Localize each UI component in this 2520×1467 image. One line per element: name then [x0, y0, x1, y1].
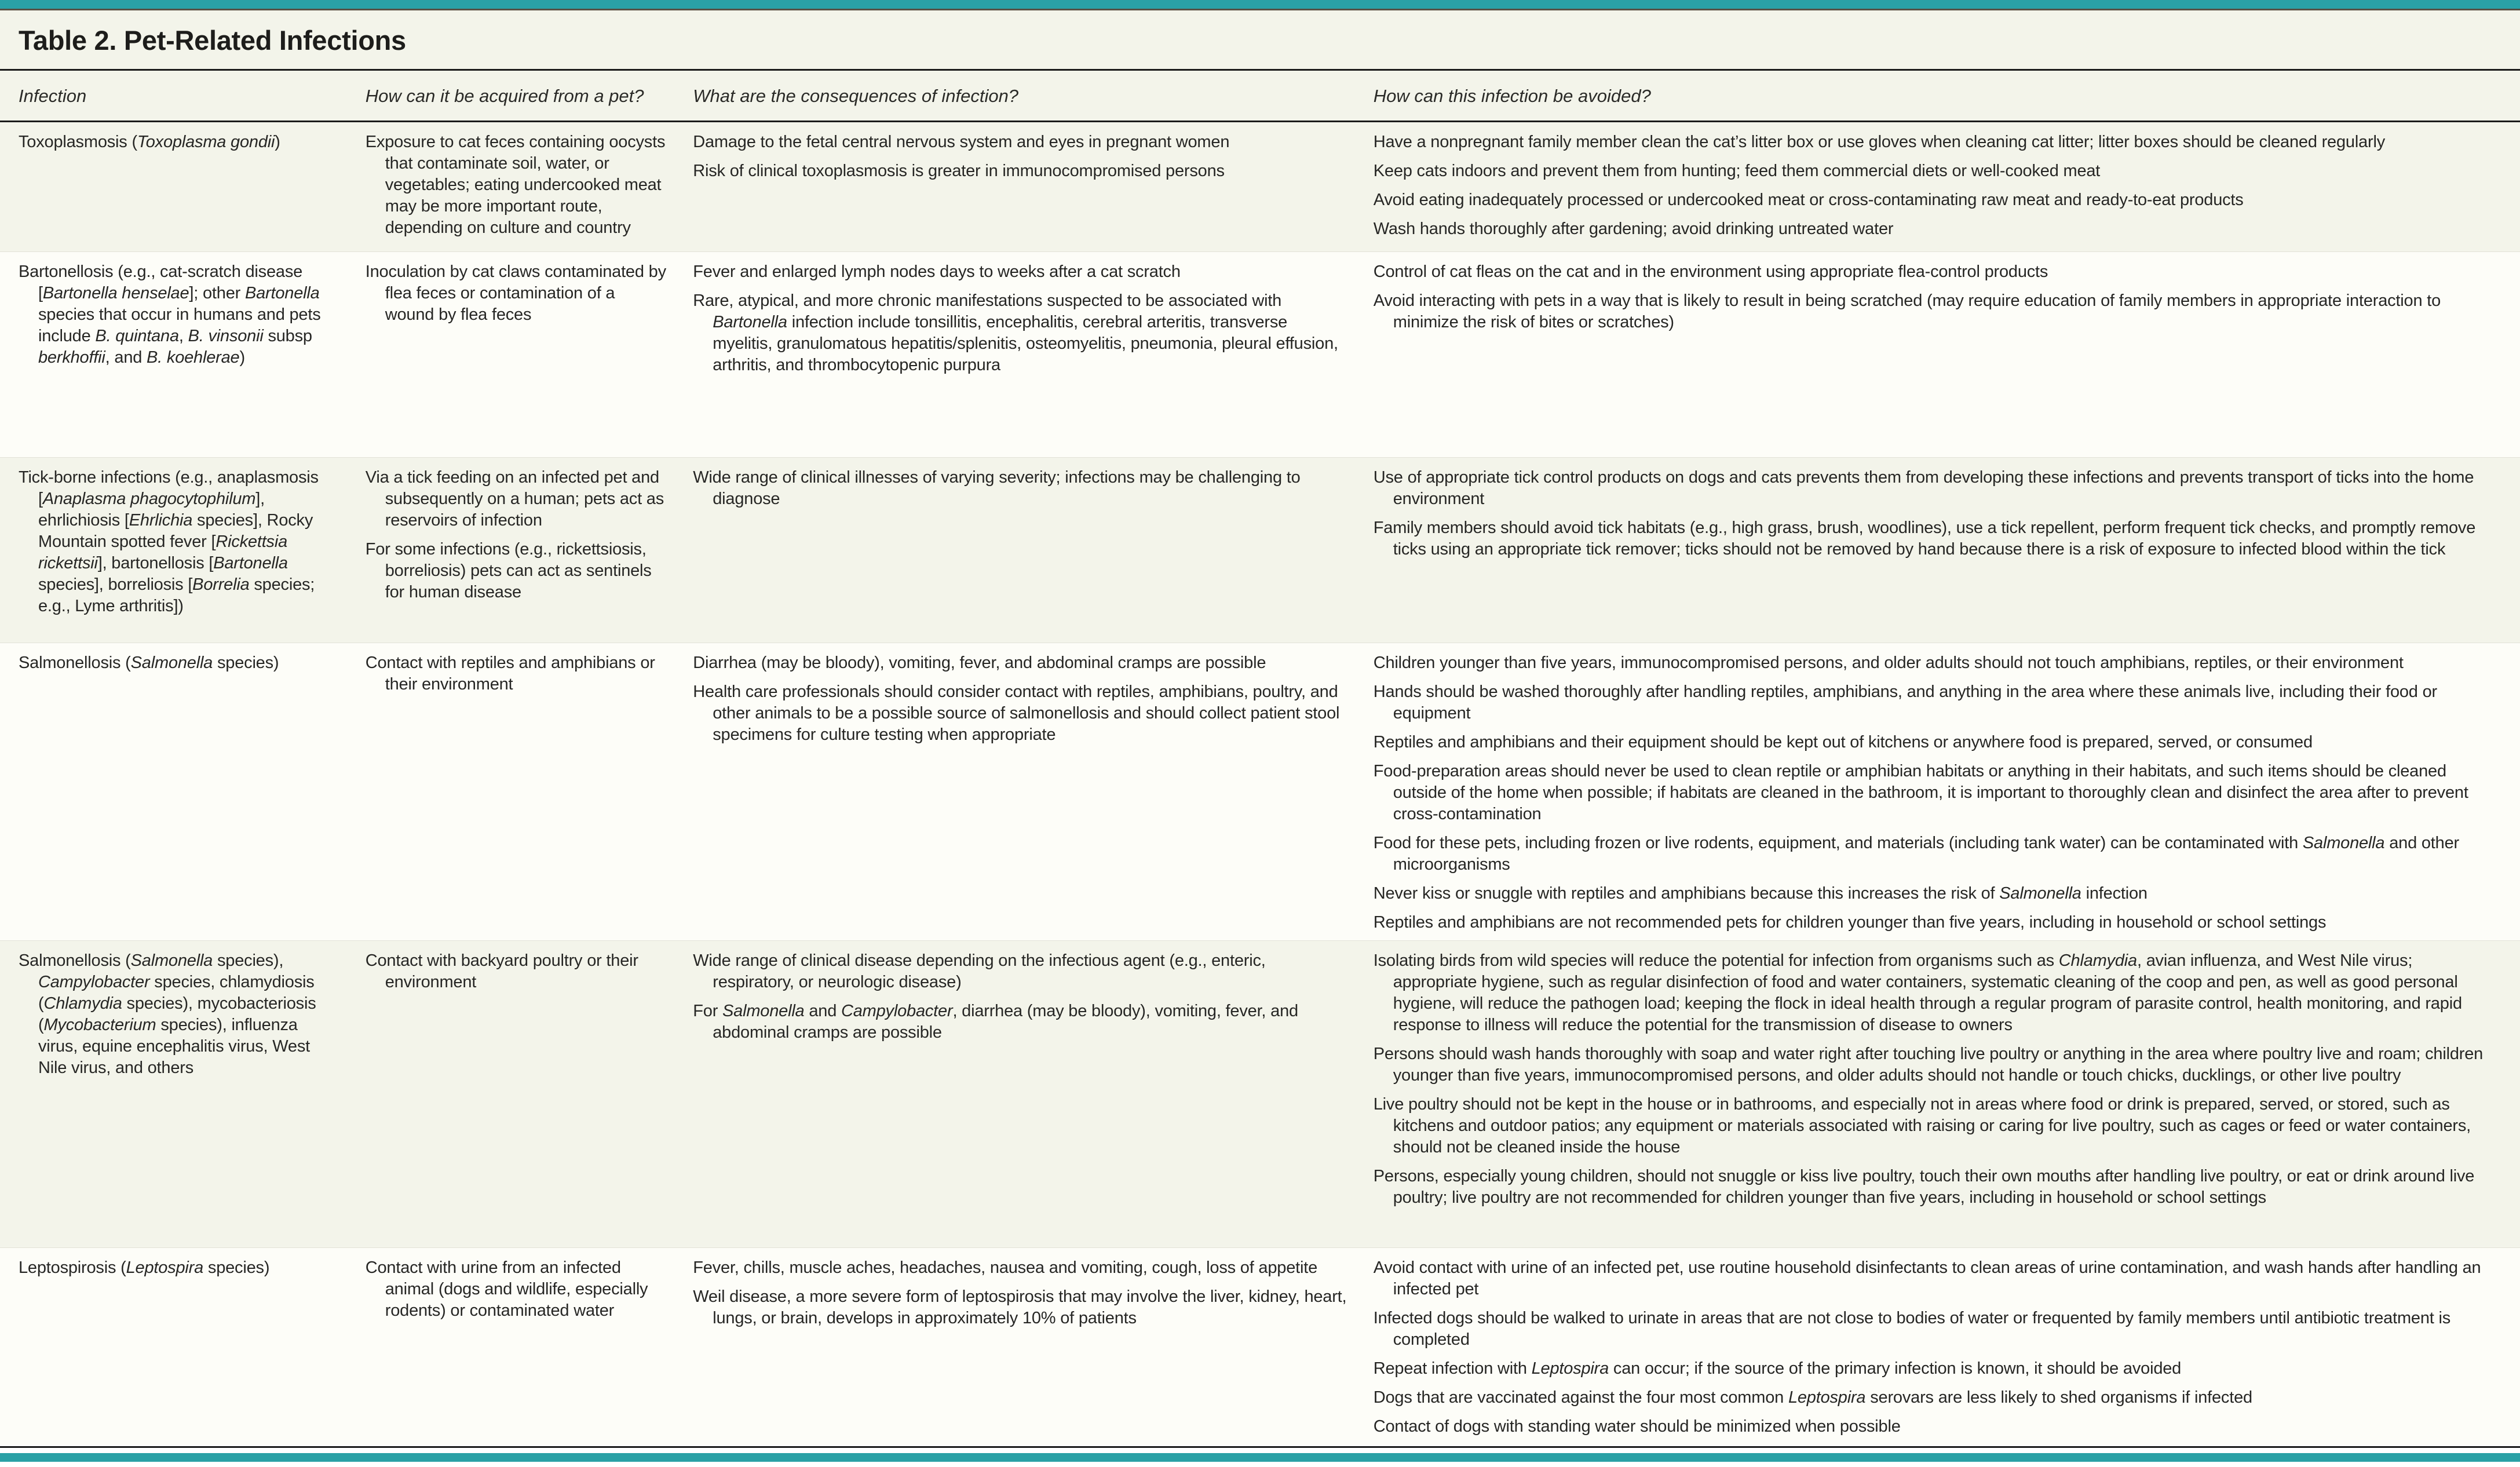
cell-infection: [0, 941, 366, 1248]
cell-paragraph: Avoid interacting with pets in a way that is likely to result in being scratched (may require education of family members in appropriate interaction to minimize the risk of bites or scratches): [1373, 291, 2441, 331]
cell-paragraph: Keep cats indoors and prevent them from hunting; feed them commercial diets or well-cooked meat: [1373, 162, 2101, 180]
cell-consequences: [693, 252, 1374, 458]
cell-infection: [0, 643, 366, 941]
cell-paragraph: Exposure to cat feces containing oocysts that contaminate soil, water, or vegetables; eating undercooked meat may be more important route, depending on culture and country: [365, 133, 666, 237]
cell-paragraph: Via a tick feeding on an infected pet and subsequently on a human; pets act as reservoirs of infection: [365, 468, 664, 530]
cell-paragraph: Avoid contact with urine of an infected pet, use routine household disinfectants to clean areas of urine contamination, and wash hands after handling an infected pet: [1373, 1258, 2481, 1298]
table-row: [0, 1248, 2520, 1445]
cell-paragraph: Persons should wash hands thoroughly with soap and water right after touching live poultry or anything in the area where poultry live and roam; children younger than five years, immunocompromised persons, and older adults should not handle or touch chicks, ducklings, or other live poultry: [1373, 1045, 2484, 1085]
cell-paragraph: Bartonellosis (e.g., cat-scratch disease [Bartonella henselae]; other Bartonella species that occur in humans and pets include B. quintana, B. vinsonii subsp berkhoffii, and B. koehlerae): [19, 262, 321, 367]
cell-acquired: [366, 252, 693, 458]
table-row: [0, 252, 2520, 458]
cell-avoided: [1374, 458, 2520, 643]
table-row: [0, 122, 2520, 252]
cell-paragraph: Isolating birds from wild species will reduce the potential for infection from organisms such as Chlamydia, avian influenza, and West Nile virus; appropriate hygiene, such as regular disinfection of food and water containers, systematic cleaning of the coop and pen, as well as good personal hygiene, will reduce the pathogen load; keeping the flock in ideal health through a regular program of parasite control, health monitoring, and rapid response to illness will reduce the potential for the transmission of disease to owners: [1373, 951, 2462, 1034]
cell-paragraph: Toxoplasmosis (Toxoplasma gondii): [19, 133, 280, 151]
cell-paragraph: Diarrhea (may be bloody), vomiting, fever, and abdominal cramps are possible: [693, 654, 1266, 672]
table-row: [0, 643, 2520, 941]
cell-avoided: [1374, 941, 2520, 1248]
cell-paragraph: Leptospirosis (Leptospira species): [19, 1258, 270, 1277]
cell-paragraph: Contact with urine from an infected animal (dogs and wildlife, especially rodents) or contaminated water: [365, 1258, 648, 1320]
cell-paragraph: Contact with backyard poultry or their environment: [365, 951, 638, 991]
cell-consequences: [693, 122, 1374, 252]
cell-acquired: [366, 643, 693, 941]
cell-paragraph: Dogs that are vaccinated against the four most common Leptospira serovars are less likely to shed organisms if infected: [1373, 1388, 2252, 1407]
cell-paragraph: Inoculation by cat claws contaminated by flea feces or contamination of a wound by flea feces: [365, 262, 666, 324]
cell-consequences: [693, 643, 1374, 941]
footer-band: [0, 1446, 2520, 1467]
cell-consequences: [693, 941, 1374, 1248]
cell-paragraph: Health care professionals should consider contact with reptiles, amphibians, poultry, and other animals to be a possible source of salmonellosis and should collect patient stool specimens for culture testing when appropriate: [693, 683, 1340, 744]
cell-paragraph: Rare, atypical, and more chronic manifestations suspected to be associated with Bartonella infection include tonsillitis, encephalitis, cerebral arteritis, transverse myelitis, granulomatous hepatitis/splenitis, osteomyelitis, pneumonia, pleural effusion, arthritis, and thrombocytopenic purpura: [693, 291, 1338, 374]
title-band: [0, 10, 2520, 69]
cell-consequences: [693, 458, 1374, 643]
cell-avoided: [1374, 1248, 2520, 1445]
column-header-avoided: How can this infection be avoided?: [1374, 70, 2520, 122]
cell-paragraph: Reptiles and amphibians are not recommended pets for children younger than five years, including in household or school settings: [1373, 913, 2327, 932]
cell-paragraph: Live poultry should not be kept in the house or in bathrooms, and especially not in areas where food or drink is prepared, served, or stored, such as kitchens and outdoor patios; any equipment or materials associated with raising or caring for live poultry, such as cages or feed or water containers, should not be cleaned inside the house: [1373, 1095, 2471, 1156]
cell-infection: [0, 122, 366, 252]
column-header-acquired: How can it be acquired from a pet?: [366, 70, 693, 122]
cell-avoided: [1374, 252, 2520, 458]
bottom-rule: [0, 1446, 2520, 1448]
table-row: [0, 458, 2520, 643]
cell-infection: [0, 458, 366, 643]
cell-paragraph: Hands should be washed thoroughly after handling reptiles, amphibians, and anything in the area where these animals live, including their food or equipment: [1373, 683, 2437, 722]
cell-paragraph: Persons, especially young children, should not snuggle or kiss live poultry, touch their own mouths after handling live poultry, or eat or drink around live poultry; live poultry are not recommended for children younger than five years, including in household or school settings: [1373, 1167, 2475, 1207]
bottom-accent-bar: [0, 1453, 2520, 1462]
top-accent-bar: [0, 0, 2520, 10]
cell-paragraph: Salmonellosis (Salmonella species): [19, 654, 279, 672]
cell-acquired: [366, 1248, 693, 1445]
cell-paragraph: Use of appropriate tick control products on dogs and cats prevents them from developing these infections and prevents transport of ticks into the home environment: [1373, 468, 2474, 508]
cell-paragraph: For some infections (e.g., rickettsiosis, borreliosis) pets can act as sentinels for human disease: [365, 540, 652, 601]
table-row: [0, 941, 2520, 1248]
cell-paragraph: Wide range of clinical illnesses of varying severity; infections may be challenging to diagnose: [693, 468, 1301, 508]
cell-paragraph: Wide range of clinical disease depending on the infectious agent (e.g., enteric, respiratory, or neurologic disease): [693, 951, 1266, 991]
cell-paragraph: Fever, chills, muscle aches, headaches, nausea and vomiting, cough, loss of appetite: [693, 1258, 1318, 1277]
cell-paragraph: Weil disease, a more severe form of leptospirosis that may involve the liver, kidney, heart, lungs, or brain, develops in approximately 10% of patients: [693, 1287, 1347, 1327]
cell-paragraph: Avoid eating inadequately processed or undercooked meat or cross-contaminating raw meat and ready-to-eat products: [1373, 191, 2244, 209]
table-title: Table 2. Pet-Related Infections: [19, 25, 406, 56]
cell-infection: [0, 1248, 366, 1445]
cell-paragraph: Reptiles and amphibians and their equipment should be kept out of kitchens or anywhere food is prepared, served, or consumed: [1373, 733, 2313, 751]
cell-paragraph: Have a nonpregnant family member clean the cat’s litter box or use gloves when cleaning cat litter; litter boxes should be cleaned regularly: [1373, 133, 2386, 151]
cell-acquired: [366, 458, 693, 643]
cell-consequences: [693, 1248, 1374, 1445]
cell-infection: [0, 252, 366, 458]
column-header-consequences: What are the consequences of infection?: [693, 70, 1374, 122]
cell-paragraph: For Salmonella and Campylobacter, diarrhea (may be bloody), vomiting, fever, and abdominal cramps are possible: [693, 1002, 1298, 1042]
cell-acquired: [366, 941, 693, 1248]
cell-paragraph: Children younger than five years, immunocompromised persons, and older adults should not touch amphibians, reptiles, or their environment: [1373, 654, 2404, 672]
cell-paragraph: Infected dogs should be walked to urinate in areas that are not close to bodies of water or frequented by family members until antibiotic treatment is completed: [1373, 1309, 2451, 1349]
cell-acquired: [366, 122, 693, 252]
cell-paragraph: Salmonellosis (Salmonella species), Campylobacter species, chlamydiosis (Chlamydia species), mycobacteriosis (Mycobacterium species), influenza virus, equine encephalitis virus, West Nile virus, and others: [19, 951, 316, 1077]
cell-paragraph: Food for these pets, including frozen or live rodents, equipment, and materials (including tank water) can be contaminated with Salmonella and other microorganisms: [1373, 834, 2459, 874]
table-body: [0, 122, 2520, 1445]
cell-paragraph: Control of cat fleas on the cat and in the environment using appropriate flea-control products: [1373, 262, 2048, 281]
cell-paragraph: Tick-borne infections (e.g., anaplasmosis [Anaplasma phagocytophilum], ehrlichiosis [Ehrlichia species], Rocky Mountain spotted fever [Rickettsia rickettsii], bartonellosis [Bartonella species], borreliosis [Borrelia species; e.g., Lyme arthritis]): [19, 468, 319, 615]
cell-paragraph: Fever and enlarged lymph nodes days to weeks after a cat scratch: [693, 262, 1181, 281]
infections-table: [0, 69, 2520, 1445]
column-header-infection: Infection: [0, 70, 366, 122]
cell-paragraph: Contact with reptiles and amphibians or their environment: [365, 654, 655, 694]
cell-paragraph: Contact of dogs with standing water should be minimized when possible: [1373, 1417, 1901, 1436]
cell-paragraph: Food-preparation areas should never be used to clean reptile or amphibian habitats or anything in their habitats, and such items should be cleaned outside of the home when possible; if habitats are cleaned in the bathroom, it is important to thoroughly clean and disinfect the area after to prevent cross-contamination: [1373, 762, 2468, 823]
cell-paragraph: Never kiss or snuggle with reptiles and amphibians because this increases the risk of Salmonella infection: [1373, 884, 2148, 903]
cell-paragraph: Wash hands thoroughly after gardening; avoid drinking untreated water: [1373, 220, 1894, 238]
cell-paragraph: Damage to the fetal central nervous system and eyes in pregnant women: [693, 133, 1230, 151]
cell-avoided: [1374, 643, 2520, 941]
cell-avoided: [1374, 122, 2520, 252]
cell-paragraph: Family members should avoid tick habitats (e.g., high grass, brush, woodlines), use a tick repellent, perform frequent tick checks, and promptly remove ticks using an appropriate tick remover; ticks should not be removed by hand because there is a risk of exposure to infected blood within the tick: [1373, 519, 2476, 559]
cell-paragraph: Repeat infection with Leptospira can occur; if the source of the primary infection is known, it should be avoided: [1373, 1359, 2182, 1378]
cell-paragraph: Risk of clinical toxoplasmosis is greater in immunocompromised persons: [693, 162, 1225, 180]
header-row: [0, 70, 2520, 122]
